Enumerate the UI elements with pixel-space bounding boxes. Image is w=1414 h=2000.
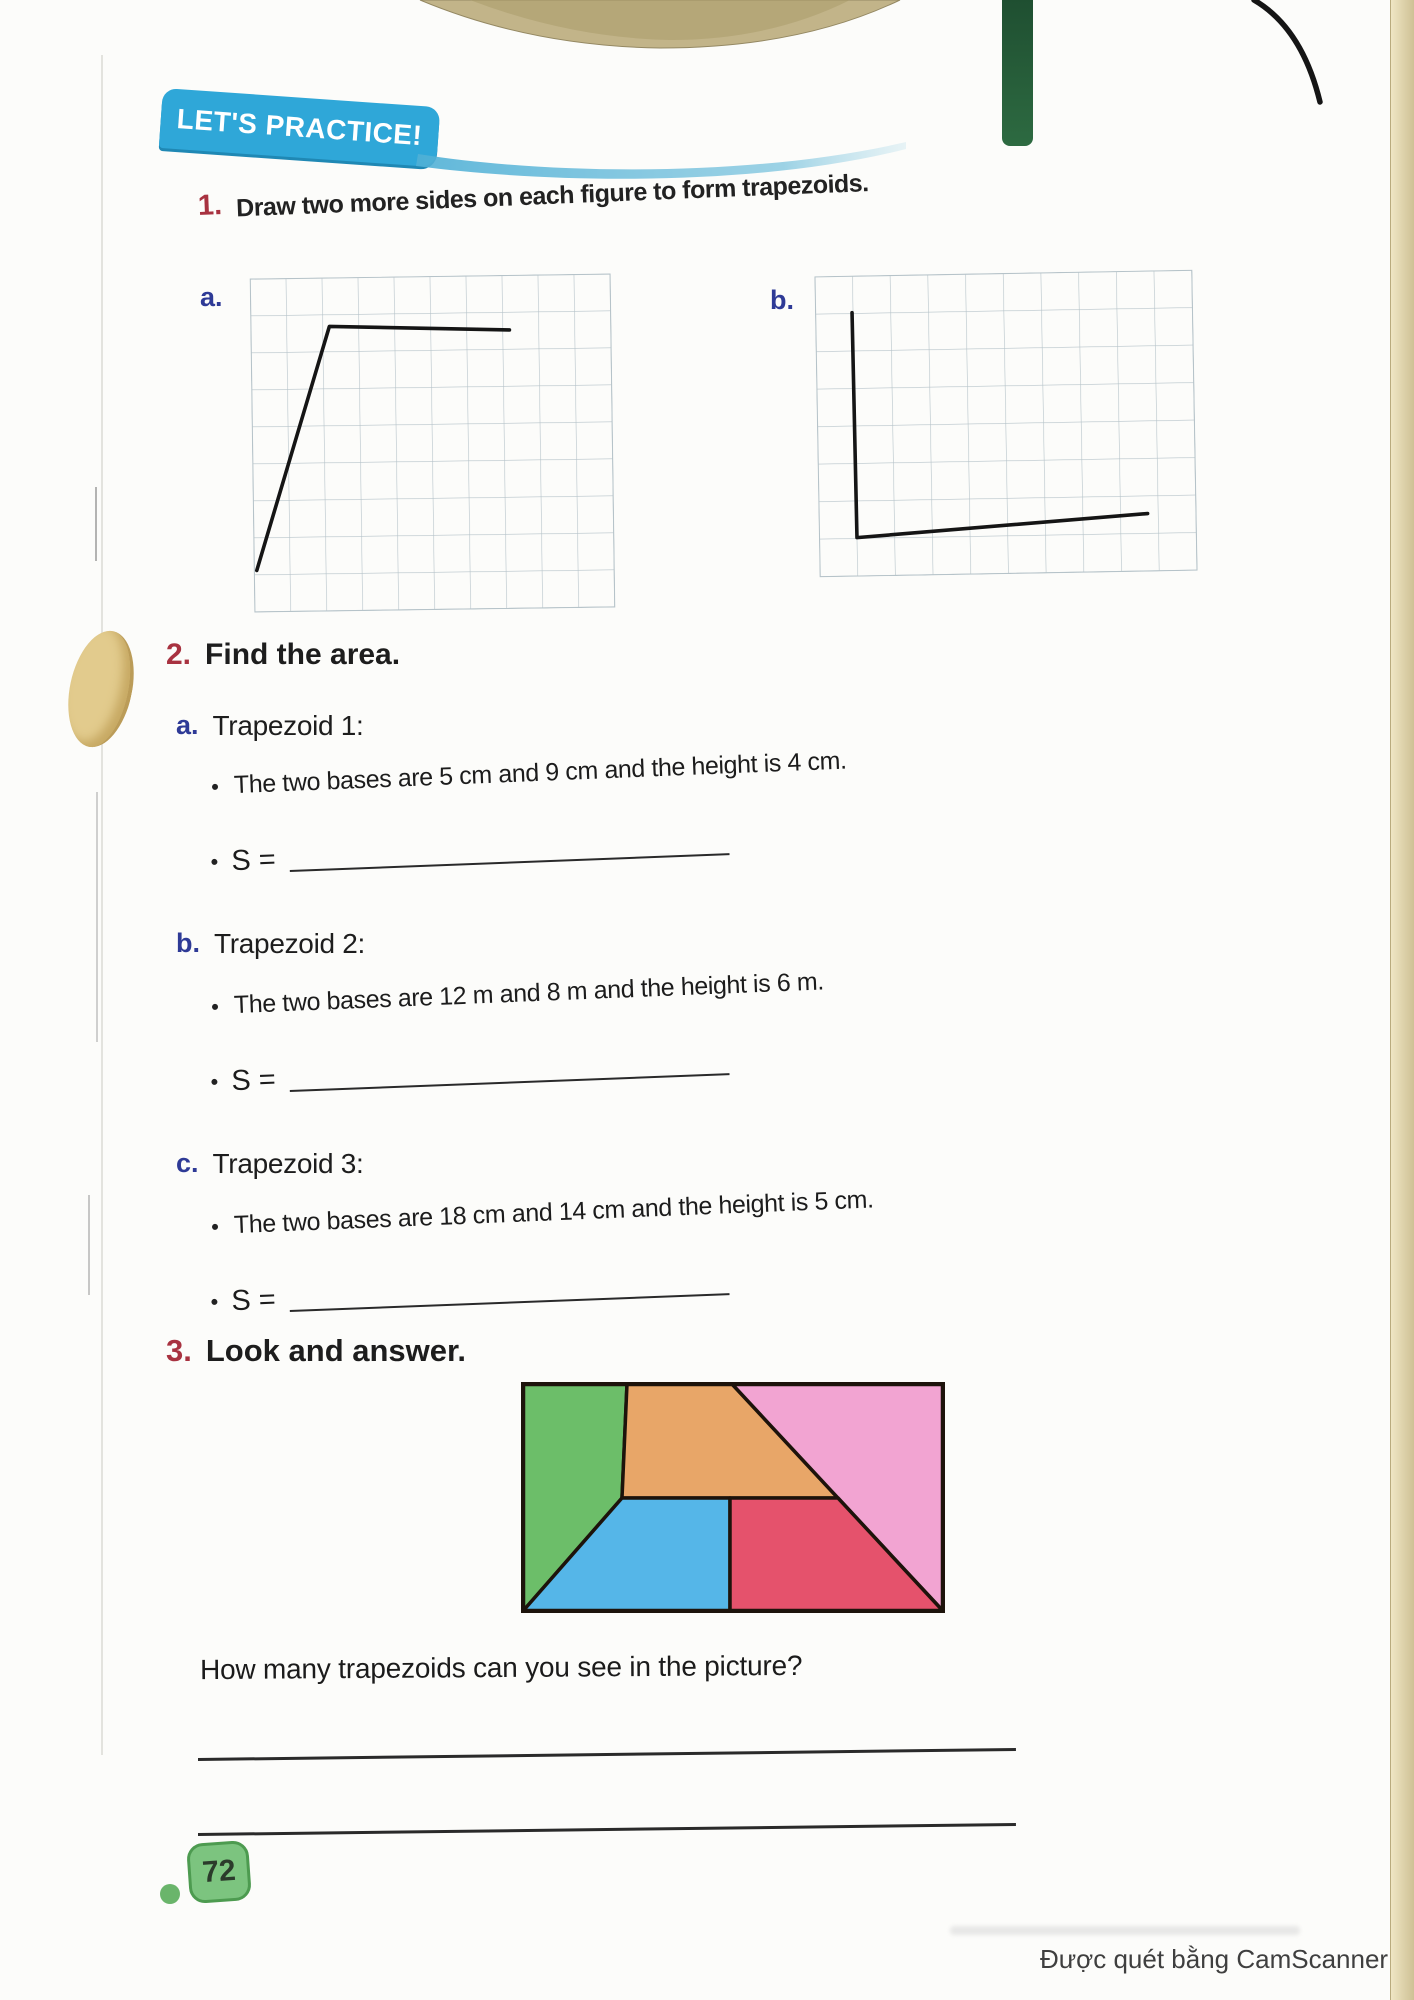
- figure-b-grid: [814, 270, 1197, 578]
- question-3-number: 3.: [166, 1333, 192, 1368]
- scan-artifact-line: [95, 487, 97, 561]
- bullet-icon: [212, 1003, 218, 1009]
- answer-blank-line: [290, 1073, 730, 1092]
- scan-edge-strip: [1390, 0, 1414, 2000]
- part-c-fact: The two bases are 18 cm and 14 cm and the height is 5 cm.: [211, 1185, 874, 1241]
- page-number-badge: 72: [186, 1840, 252, 1904]
- question-3-title: Look and answer.: [205, 1333, 466, 1368]
- part-c-label: c.: [176, 1148, 199, 1178]
- scan-background-blob: [410, 0, 910, 52]
- bullet-icon: [211, 1299, 217, 1305]
- part-a-fact: The two bases are 5 cm and 9 cm and the height is 4 cm.: [211, 747, 847, 801]
- part-a-formula: S =: [211, 828, 730, 877]
- part-c-heading: [176, 1150, 364, 1178]
- scan-smudge: [950, 1926, 1300, 1935]
- question-3-prompt: How many trapezoids can you see in the picture?: [199, 1649, 803, 1686]
- part-a-heading: [176, 712, 364, 740]
- question-1-text: Draw two more sides on each figure to form trapezoids.: [235, 169, 870, 223]
- book-cover-edge: [1002, 0, 1033, 146]
- bullet-icon: [211, 859, 217, 865]
- answer-line-1: [198, 1748, 1016, 1760]
- part-c-formula: S =: [211, 1268, 730, 1317]
- part-a-title: Trapezoid 1:: [212, 710, 364, 741]
- page-number-dot: [160, 1884, 180, 1904]
- part-b-label: b.: [176, 928, 200, 958]
- figure-b-label: b.: [770, 285, 794, 315]
- bullet-icon: [211, 1079, 217, 1085]
- banner-label: LET'S PRACTICE!: [175, 103, 424, 152]
- answer-blank-line: [290, 853, 730, 872]
- scan-artifact-line: [96, 792, 98, 1042]
- part-b-fact: The two bases are 12 m and 8 m and the height is 6 m.: [211, 967, 824, 1021]
- page-curl-blob: [58, 625, 143, 753]
- question-2: [166, 640, 400, 670]
- answer-line-2: [198, 1823, 1016, 1835]
- part-c-title: Trapezoid 3:: [212, 1148, 364, 1179]
- question-1-number: 1.: [197, 189, 223, 222]
- question-2-title: Find the area.: [205, 638, 401, 671]
- part-b-title: Trapezoid 2:: [214, 928, 366, 959]
- part-b-formula: S =: [211, 1048, 730, 1097]
- question-3: [166, 1335, 466, 1366]
- page-crease: [101, 55, 103, 1755]
- figure-a-label: a.: [200, 282, 223, 312]
- tangram-picture: [521, 1382, 945, 1613]
- question-2-number: 2.: [166, 638, 192, 671]
- part-a-label: a.: [176, 710, 199, 740]
- scan-artifact-line: [88, 1195, 90, 1295]
- page-curl-line: [1240, 0, 1340, 108]
- part-b-heading: [176, 930, 365, 958]
- answer-blank-line: [290, 1293, 730, 1312]
- bullet-icon: [212, 1223, 218, 1229]
- camscanner-watermark: Được quét bằng CamScanner: [1040, 1944, 1389, 1974]
- bullet-icon: [212, 783, 218, 789]
- figure-a-grid: [250, 273, 616, 612]
